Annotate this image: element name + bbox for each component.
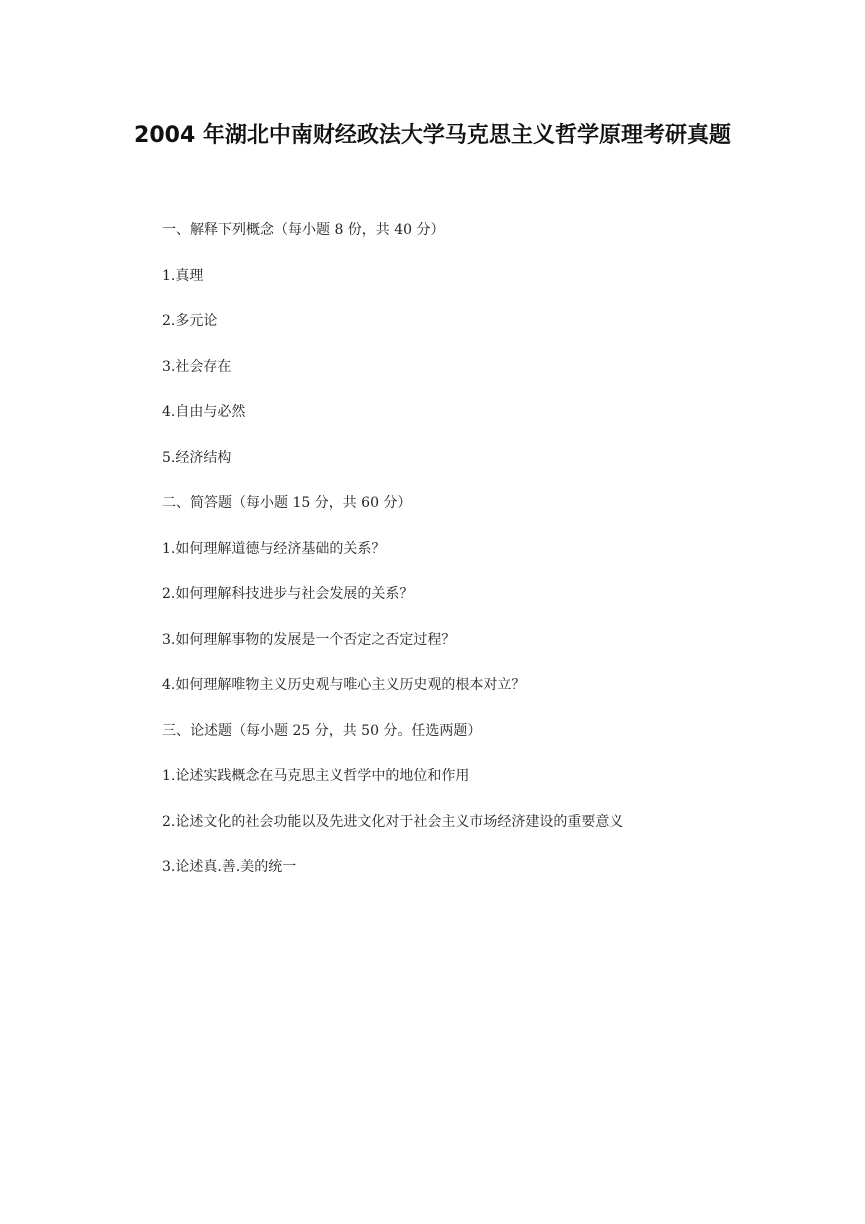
document-body	[162, 218, 762, 901]
section-1-heading: 一、解释下列概念（每小题 8 份，共 40 分）	[162, 222, 445, 238]
question-item: 1.如何理解道德与经济基础的关系？	[162, 540, 386, 557]
question-item: 2.如何理解科技进步与社会发展的关系？	[162, 586, 414, 602]
section-3-heading: 三、论述题（每小题 25 分，共 50 分。任选两题）	[162, 722, 482, 739]
question-item: 4.自由与必然	[162, 404, 246, 420]
question-item: 4.如何理解唯物主义历史观与唯心主义历史观的根本对立？	[162, 677, 526, 693]
question-item: 3.社会存在	[162, 358, 232, 375]
question-item: 3.如何理解事物的发展是一个否定之否定过程？	[162, 631, 456, 648]
document-title: 2004 年湖北中南财经政法大学马克思主义哲学原理考研真题	[134, 123, 731, 148]
question-item: 3.论述真.善.美的统一	[162, 859, 297, 875]
question-item: 1.真理	[162, 267, 204, 284]
question-item: 1.论述实践概念在马克思主义哲学中的地位和作用	[162, 768, 470, 784]
question-item: 5.经济结构	[162, 449, 232, 466]
section-2-heading: 二、简答题（每小题 15 分，共 60 分）	[162, 495, 412, 511]
question-item: 2.论述文化的社会功能以及先进文化对于社会主义市场经济建设的重要意义	[162, 813, 624, 830]
question-item: 2.多元论	[162, 313, 218, 329]
